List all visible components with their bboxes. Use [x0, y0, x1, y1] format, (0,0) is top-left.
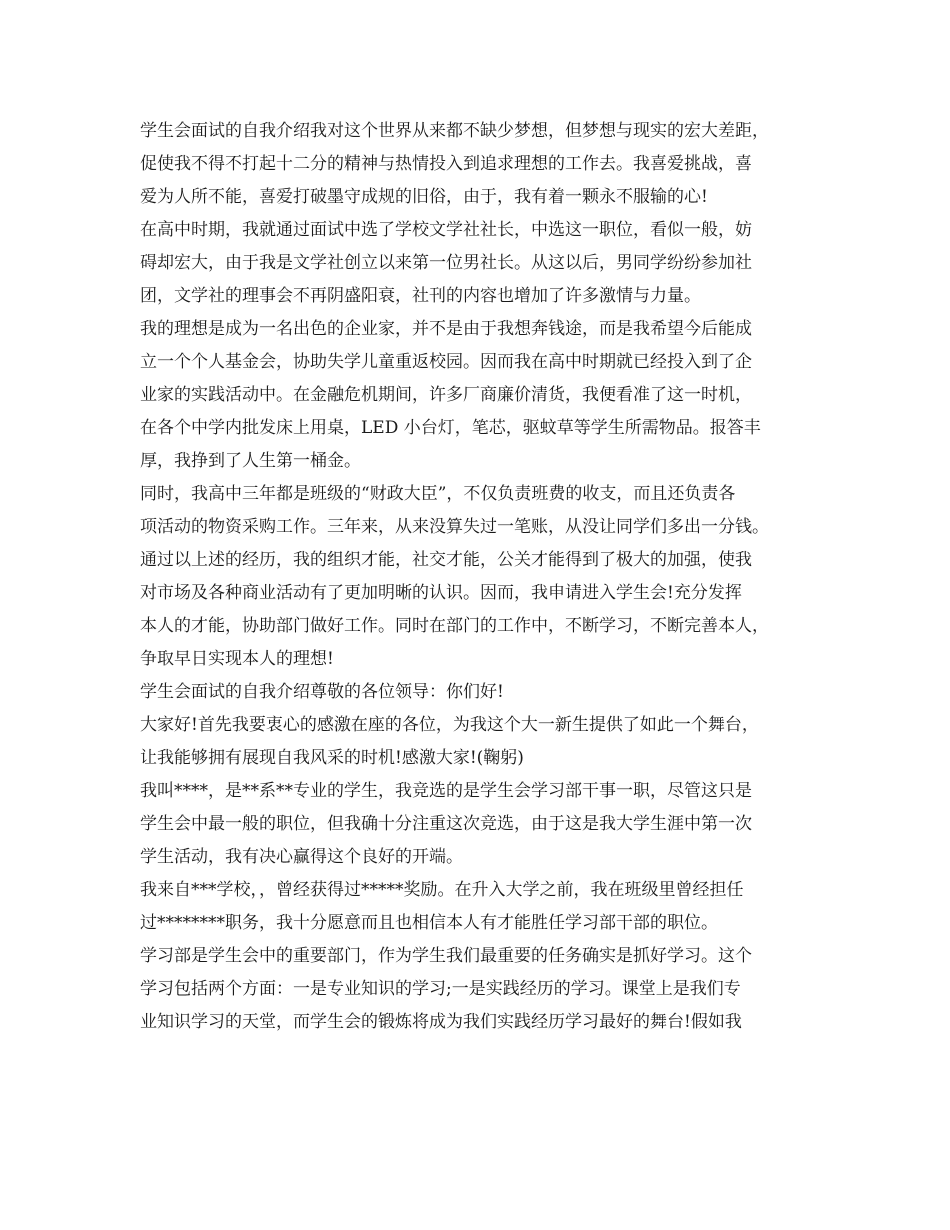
text-line: 大家好!首先我要衷心的感激在座的各位，为我这个大一新生提供了如此一个舞台， [140, 715, 759, 735]
text-line: 碍却宏大，由于我是文学社创立以来第一位男社长。从这以后，男同学纷纷参加社 [140, 253, 752, 273]
text-line: 促使我不得不打起十二分的精神与热情投入到追求理想的工作去。我喜爱挑战，喜 [140, 154, 752, 174]
text-line: 团，文学社的理事会不再阴盛阳衰，社刊的内容也增加了许多激情与力量。 [140, 286, 701, 306]
text-line: 同时，我高中三年都是班级的“财政大臣”，不仅负责班费的收支，而且还负责各 [140, 484, 736, 504]
text-line: 我的理想是成为一名出色的企业家，并不是由于我想奔钱途，而是我希望今后能成 [140, 319, 752, 339]
text-line: 本人的才能，协助部门做好工作。同时在部门的工作中，不断学习，不断完善本人， [140, 616, 769, 636]
document-body [140, 115, 830, 1039]
text-line: 在高中时期，我就通过面试中选了学校文学社社长，中选这一职位，看似一般，妨 [140, 220, 752, 240]
text-line: 对市场及各种商业活动有了更加明晰的认识。因而，我申请进入学生会!充分发挥 [140, 583, 742, 603]
text-line: 学生会面试的自我介绍尊敬的各位领导：你们好! [140, 682, 504, 702]
text-line: 过********职务，我十分愿意而且也相信本人有才能胜任学习部干部的职位。 [140, 913, 718, 933]
text-line: 在各个中学内批发床上用桌，LED 小台灯，笔芯，驱蚊草等学生所需物品。报答丰 [140, 418, 761, 438]
text-line: 项活动的物资采购工作。三年来，从来没算失过一笔账，从没让同学们多出一分钱。 [140, 517, 769, 537]
text-line: 我来自***学校，，曾经获得过*****奖励。在升入大学之前，我在班级里曾经担任 [140, 880, 744, 900]
text-line: 立一个个人基金会，协助失学儿童重返校园。因而我在高中时期就已经投入到了企 [140, 352, 752, 372]
text-line: 让我能够拥有展现自我风采的时机!感激大家!(鞠躬) [140, 748, 524, 768]
text-line: 学习包括两个方面：一是专业知识的学习;一是实践经历的学习。课堂上是我们专 [140, 979, 741, 999]
text-line: 业知识学习的天堂，而学生会的锻炼将成为我们实践经历学习最好的舞台!假如我 [140, 1012, 742, 1032]
text-line: 学生会面试的自我介绍我对这个世界从来都不缺少梦想，但梦想与现实的宏大差距， [140, 121, 769, 141]
text-line: 厚，我挣到了人生第一桶金。 [140, 451, 361, 471]
text-line: 学习部是学生会中的重要部门，作为学生我们最重要的任务确实是抓好学习。这个 [140, 946, 752, 966]
text-line: 通过以上述的经历，我的组织才能，社交才能，公关才能得到了极大的加强，使我 [140, 550, 752, 570]
text-line: 争取早日实现本人的理想! [140, 649, 334, 669]
text-line: 学生活动，我有决心赢得这个良好的开端。 [140, 847, 463, 867]
text-line: 我叫****，是**系**专业的学生，我竞选的是学生会学习部干事一职，尽管这只是 [140, 781, 752, 801]
text-line: 学生会中最一般的职位，但我确十分注重这次竞选，由于这是我大学生涯中第一次 [140, 814, 752, 834]
text-line: 业家的实践活动中。在金融危机期间，许多厂商廉价清货，我便看准了这一时机， [140, 385, 752, 405]
text-line: 爱为人所不能，喜爱打破墨守成规的旧俗，由于，我有着一颗永不服输的心! [140, 187, 708, 207]
